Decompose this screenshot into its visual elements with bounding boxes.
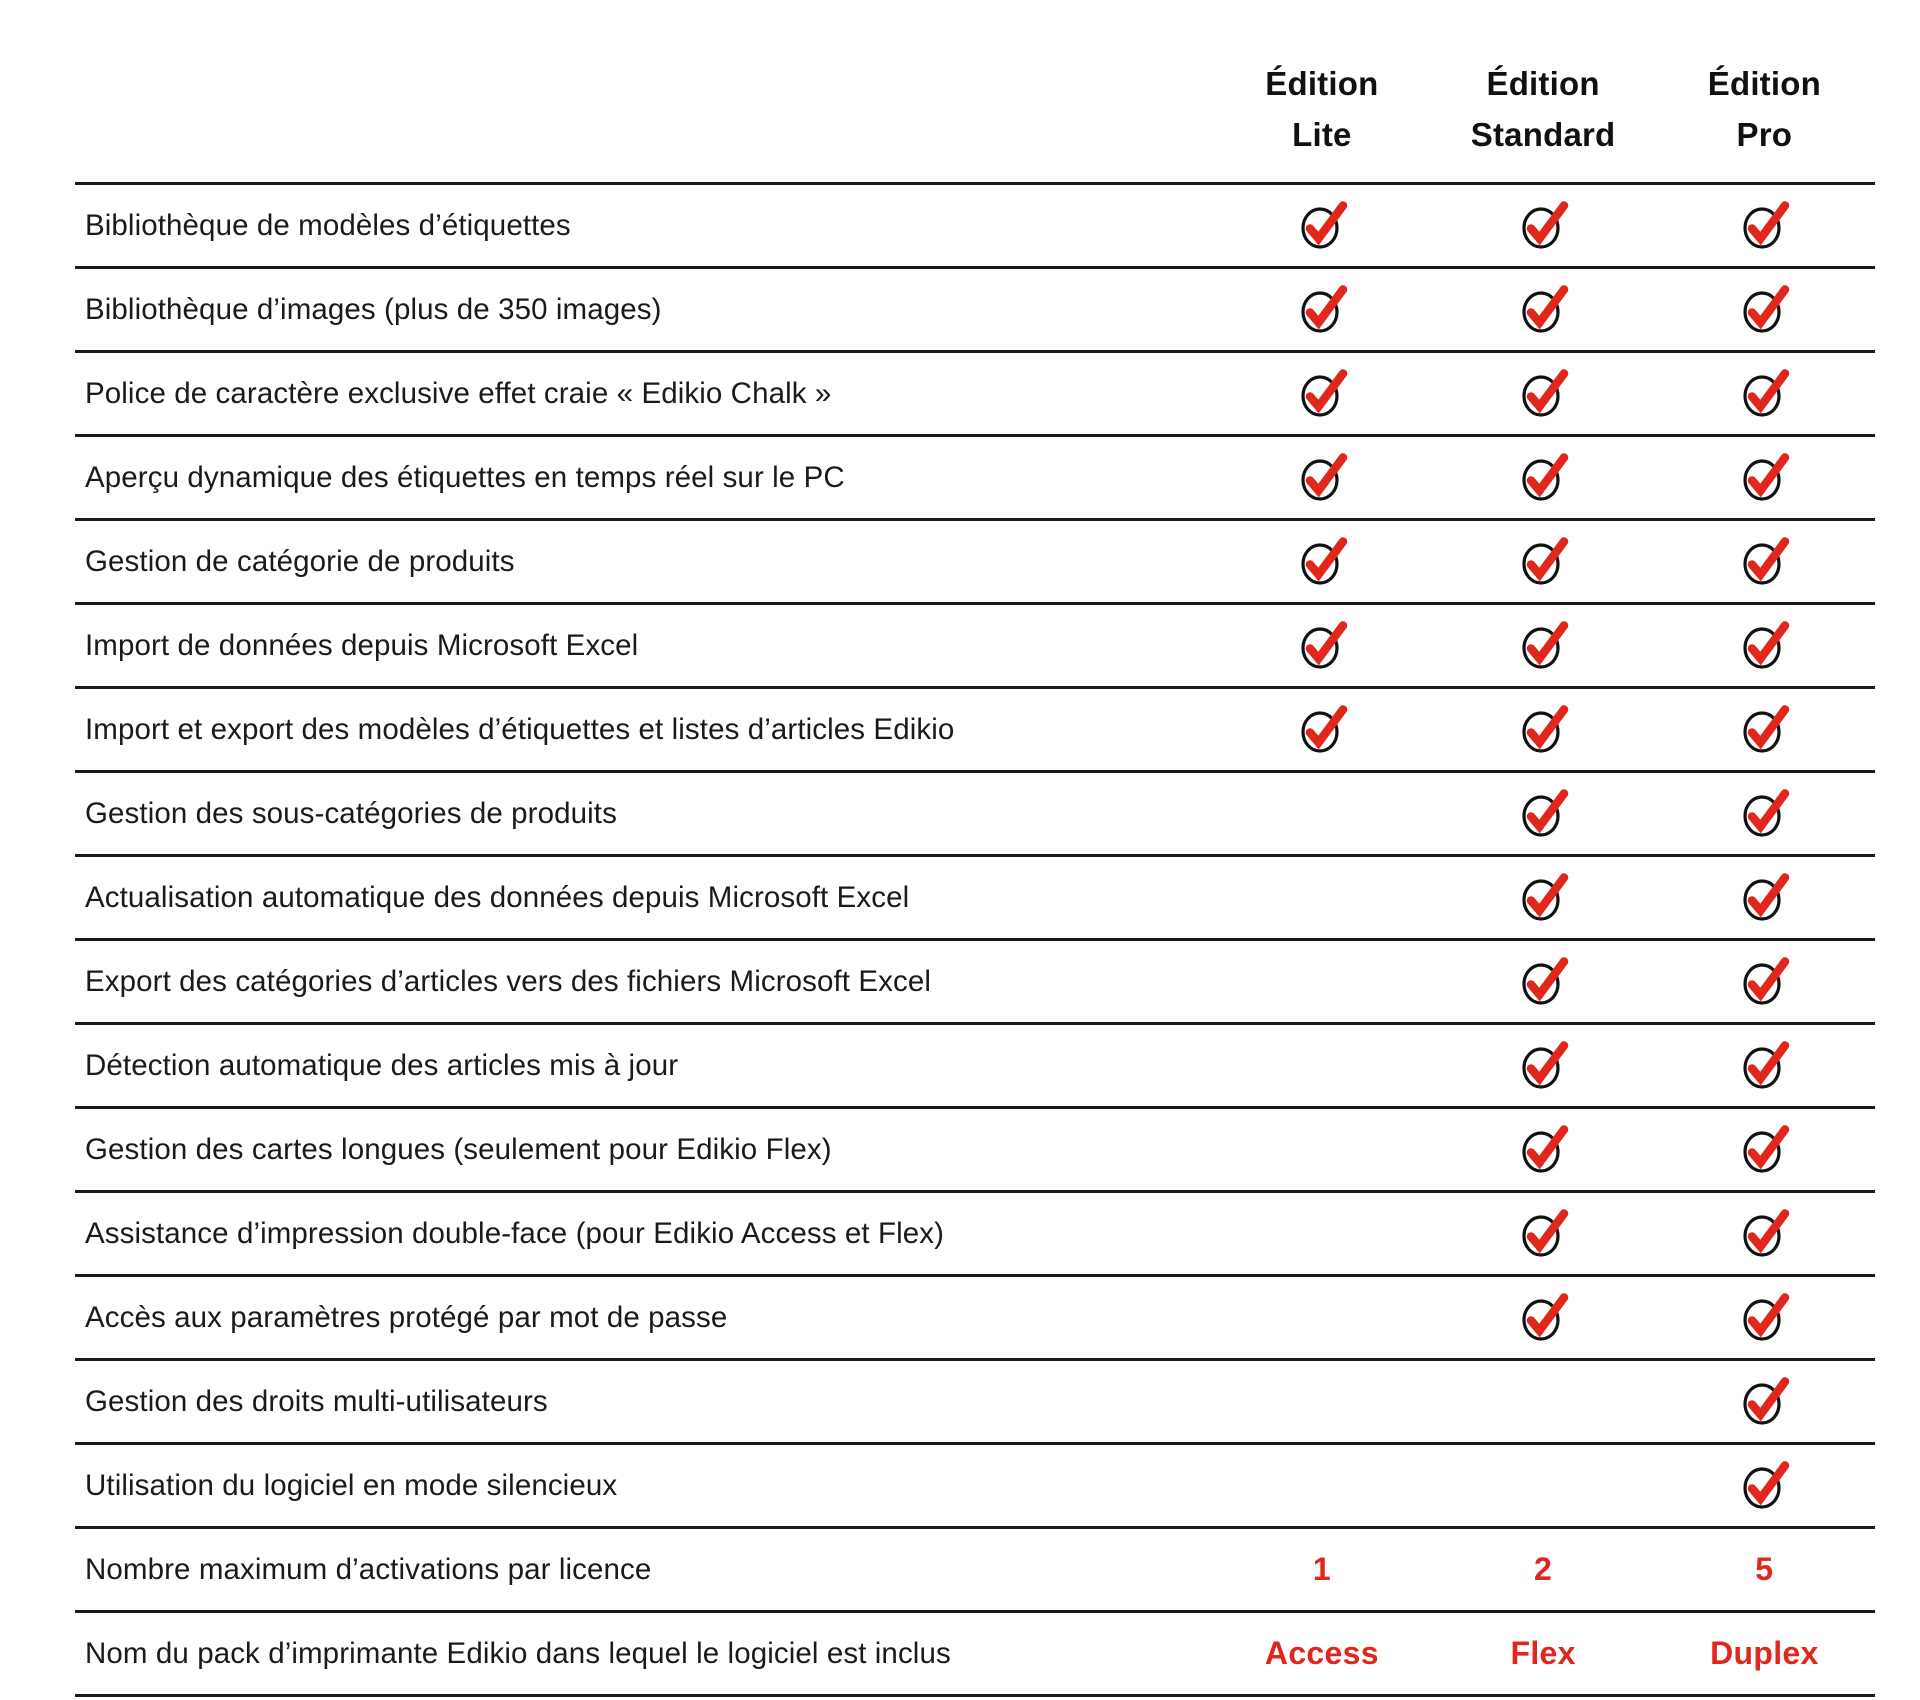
cell-pro bbox=[1654, 1612, 1875, 1696]
cell-standard bbox=[1432, 352, 1653, 436]
table-row bbox=[75, 1024, 1875, 1108]
check-circle-icon bbox=[1517, 284, 1569, 336]
column-header-lite-line2: Lite bbox=[1292, 115, 1352, 153]
table-row bbox=[75, 1612, 1875, 1696]
empty-cell bbox=[1296, 869, 1348, 921]
cell-lite bbox=[1211, 520, 1432, 604]
check-circle-icon bbox=[1517, 1208, 1569, 1260]
table-row bbox=[75, 1108, 1875, 1192]
empty-cell bbox=[1517, 1457, 1569, 1509]
cell-standard bbox=[1432, 1192, 1653, 1276]
cell-lite bbox=[1211, 268, 1432, 352]
cell-lite bbox=[1211, 1276, 1432, 1360]
cell-lite bbox=[1211, 352, 1432, 436]
cell-standard bbox=[1432, 184, 1653, 268]
check-circle-icon bbox=[1296, 284, 1348, 336]
cell-lite bbox=[1211, 1612, 1432, 1696]
table-row bbox=[75, 520, 1875, 604]
feature-label: Nom du pack d’imprimante Edikio dans lequel le logiciel est inclus bbox=[75, 1612, 1211, 1696]
cell-lite bbox=[1211, 688, 1432, 772]
cell-standard bbox=[1432, 940, 1653, 1024]
cell-standard bbox=[1432, 1444, 1653, 1528]
cell-pro bbox=[1654, 520, 1875, 604]
cell-pro bbox=[1654, 1528, 1875, 1612]
feature-label: Export des catégories d’articles vers des fichiers Microsoft Excel bbox=[75, 940, 1211, 1024]
feature-label: Assistance d’impression double-face (pour Edikio Access et Flex) bbox=[75, 1192, 1211, 1276]
check-circle-icon bbox=[1517, 872, 1569, 924]
feature-label: Police de caractère exclusive effet craie « Edikio Chalk » bbox=[75, 352, 1211, 436]
check-circle-icon bbox=[1296, 704, 1348, 756]
feature-label: Bibliothèque de modèles d’étiquettes bbox=[75, 184, 1211, 268]
value-text: Access bbox=[1264, 1635, 1379, 1671]
check-circle-icon bbox=[1738, 620, 1790, 672]
empty-cell bbox=[1296, 785, 1348, 837]
feature-label: Actualisation automatique des données depuis Microsoft Excel bbox=[75, 856, 1211, 940]
check-circle-icon bbox=[1738, 284, 1790, 336]
table-row bbox=[75, 604, 1875, 688]
table-row bbox=[75, 940, 1875, 1024]
cell-lite bbox=[1211, 1024, 1432, 1108]
cell-lite bbox=[1211, 184, 1432, 268]
cell-standard bbox=[1432, 688, 1653, 772]
cell-lite bbox=[1211, 1444, 1432, 1528]
feature-label: Utilisation du logiciel en mode silencieux bbox=[75, 1444, 1211, 1528]
value-text: Flex bbox=[1510, 1635, 1576, 1671]
check-circle-icon bbox=[1517, 200, 1569, 252]
cell-standard bbox=[1432, 1024, 1653, 1108]
check-circle-icon bbox=[1296, 200, 1348, 252]
cell-pro bbox=[1654, 688, 1875, 772]
cell-lite bbox=[1211, 856, 1432, 940]
cell-pro bbox=[1654, 1444, 1875, 1528]
cell-pro bbox=[1654, 1108, 1875, 1192]
check-circle-icon bbox=[1517, 620, 1569, 672]
check-circle-icon bbox=[1517, 1040, 1569, 1092]
cell-lite bbox=[1211, 1192, 1432, 1276]
feature-label: Gestion des sous-catégories de produits bbox=[75, 772, 1211, 856]
value-text: Duplex bbox=[1710, 1635, 1819, 1671]
check-circle-icon bbox=[1517, 788, 1569, 840]
cell-lite bbox=[1211, 940, 1432, 1024]
cell-standard bbox=[1432, 436, 1653, 520]
empty-cell bbox=[1296, 1037, 1348, 1089]
table-row bbox=[75, 1444, 1875, 1528]
check-circle-icon bbox=[1738, 1292, 1790, 1344]
table-row bbox=[75, 688, 1875, 772]
column-header-pro-line2: Pro bbox=[1736, 115, 1793, 153]
cell-pro bbox=[1654, 1276, 1875, 1360]
table-row bbox=[75, 772, 1875, 856]
feature-label: Nombre maximum d’activations par licence bbox=[75, 1528, 1211, 1612]
check-circle-icon bbox=[1738, 200, 1790, 252]
check-circle-icon bbox=[1738, 704, 1790, 756]
cell-lite bbox=[1211, 1528, 1432, 1612]
cell-pro bbox=[1654, 940, 1875, 1024]
cell-lite bbox=[1211, 772, 1432, 856]
check-circle-icon bbox=[1517, 1124, 1569, 1176]
check-circle-icon bbox=[1738, 1460, 1790, 1512]
check-circle-icon bbox=[1296, 620, 1348, 672]
edition-comparison-table bbox=[75, 0, 1875, 1697]
check-circle-icon bbox=[1738, 368, 1790, 420]
feature-label: Aperçu dynamique des étiquettes en temps réel sur le PC bbox=[75, 436, 1211, 520]
table-row bbox=[75, 1192, 1875, 1276]
header-row bbox=[75, 0, 1875, 184]
cell-pro bbox=[1654, 1192, 1875, 1276]
table-body bbox=[75, 184, 1875, 1696]
cell-standard bbox=[1432, 856, 1653, 940]
check-circle-icon bbox=[1738, 536, 1790, 588]
check-circle-icon bbox=[1738, 956, 1790, 1008]
cell-standard bbox=[1432, 1528, 1653, 1612]
check-circle-icon bbox=[1296, 368, 1348, 420]
cell-pro bbox=[1654, 268, 1875, 352]
column-header-standard bbox=[1432, 0, 1653, 184]
empty-cell bbox=[1296, 1373, 1348, 1425]
value-text: 5 bbox=[1755, 1551, 1774, 1587]
check-circle-icon bbox=[1296, 452, 1348, 504]
empty-cell bbox=[1296, 1205, 1348, 1257]
cell-standard bbox=[1432, 772, 1653, 856]
feature-label: Import de données depuis Microsoft Excel bbox=[75, 604, 1211, 688]
column-header-pro bbox=[1654, 0, 1875, 184]
empty-cell bbox=[1296, 1457, 1348, 1509]
empty-cell bbox=[1296, 953, 1348, 1005]
check-circle-icon bbox=[1738, 1376, 1790, 1428]
cell-lite bbox=[1211, 436, 1432, 520]
check-circle-icon bbox=[1517, 704, 1569, 756]
check-circle-icon bbox=[1517, 956, 1569, 1008]
table-row bbox=[75, 1276, 1875, 1360]
empty-cell bbox=[1296, 1289, 1348, 1341]
value-text: 2 bbox=[1534, 1551, 1553, 1587]
check-circle-icon bbox=[1738, 452, 1790, 504]
column-header-standard-line2: Standard bbox=[1470, 115, 1616, 153]
empty-cell bbox=[1517, 1373, 1569, 1425]
table-row bbox=[75, 856, 1875, 940]
cell-standard bbox=[1432, 1360, 1653, 1444]
check-circle-icon bbox=[1738, 788, 1790, 840]
cell-standard bbox=[1432, 1108, 1653, 1192]
table-row bbox=[75, 436, 1875, 520]
feature-label: Import et export des modèles d’étiquettes et listes d’articles Edikio bbox=[75, 688, 1211, 772]
check-circle-icon bbox=[1517, 536, 1569, 588]
feature-label: Gestion des droits multi-utilisateurs bbox=[75, 1360, 1211, 1444]
cell-pro bbox=[1654, 436, 1875, 520]
cell-pro bbox=[1654, 1360, 1875, 1444]
cell-standard bbox=[1432, 520, 1653, 604]
cell-lite bbox=[1211, 1360, 1432, 1444]
feature-column-header bbox=[75, 0, 1211, 184]
empty-cell bbox=[1296, 1121, 1348, 1173]
column-header-pro-line1: Édition bbox=[1707, 64, 1821, 102]
check-circle-icon bbox=[1738, 872, 1790, 924]
feature-label: Accès aux paramètres protégé par mot de passe bbox=[75, 1276, 1211, 1360]
column-header-standard-line1: Édition bbox=[1486, 64, 1600, 102]
check-circle-icon bbox=[1517, 452, 1569, 504]
check-circle-icon bbox=[1296, 536, 1348, 588]
feature-label: Gestion des cartes longues (seulement pour Edikio Flex) bbox=[75, 1108, 1211, 1192]
cell-pro bbox=[1654, 1024, 1875, 1108]
cell-lite bbox=[1211, 604, 1432, 688]
table-header bbox=[75, 0, 1875, 184]
cell-pro bbox=[1654, 184, 1875, 268]
feature-label: Détection automatique des articles mis à jour bbox=[75, 1024, 1211, 1108]
feature-label: Gestion de catégorie de produits bbox=[75, 520, 1211, 604]
cell-pro bbox=[1654, 856, 1875, 940]
table-row bbox=[75, 1528, 1875, 1612]
check-circle-icon bbox=[1738, 1208, 1790, 1260]
cell-standard bbox=[1432, 1612, 1653, 1696]
cell-pro bbox=[1654, 772, 1875, 856]
cell-standard bbox=[1432, 604, 1653, 688]
column-header-lite bbox=[1211, 0, 1432, 184]
cell-pro bbox=[1654, 604, 1875, 688]
check-circle-icon bbox=[1738, 1040, 1790, 1092]
check-circle-icon bbox=[1517, 1292, 1569, 1344]
cell-pro bbox=[1654, 352, 1875, 436]
table-row bbox=[75, 268, 1875, 352]
table-row bbox=[75, 184, 1875, 268]
cell-lite bbox=[1211, 1108, 1432, 1192]
value-text: 1 bbox=[1312, 1551, 1331, 1587]
check-circle-icon bbox=[1738, 1124, 1790, 1176]
cell-standard bbox=[1432, 1276, 1653, 1360]
check-circle-icon bbox=[1517, 368, 1569, 420]
feature-label: Bibliothèque d’images (plus de 350 images) bbox=[75, 268, 1211, 352]
cell-standard bbox=[1432, 268, 1653, 352]
table-row bbox=[75, 1360, 1875, 1444]
table-row bbox=[75, 352, 1875, 436]
column-header-lite-line1: Édition bbox=[1265, 64, 1379, 102]
